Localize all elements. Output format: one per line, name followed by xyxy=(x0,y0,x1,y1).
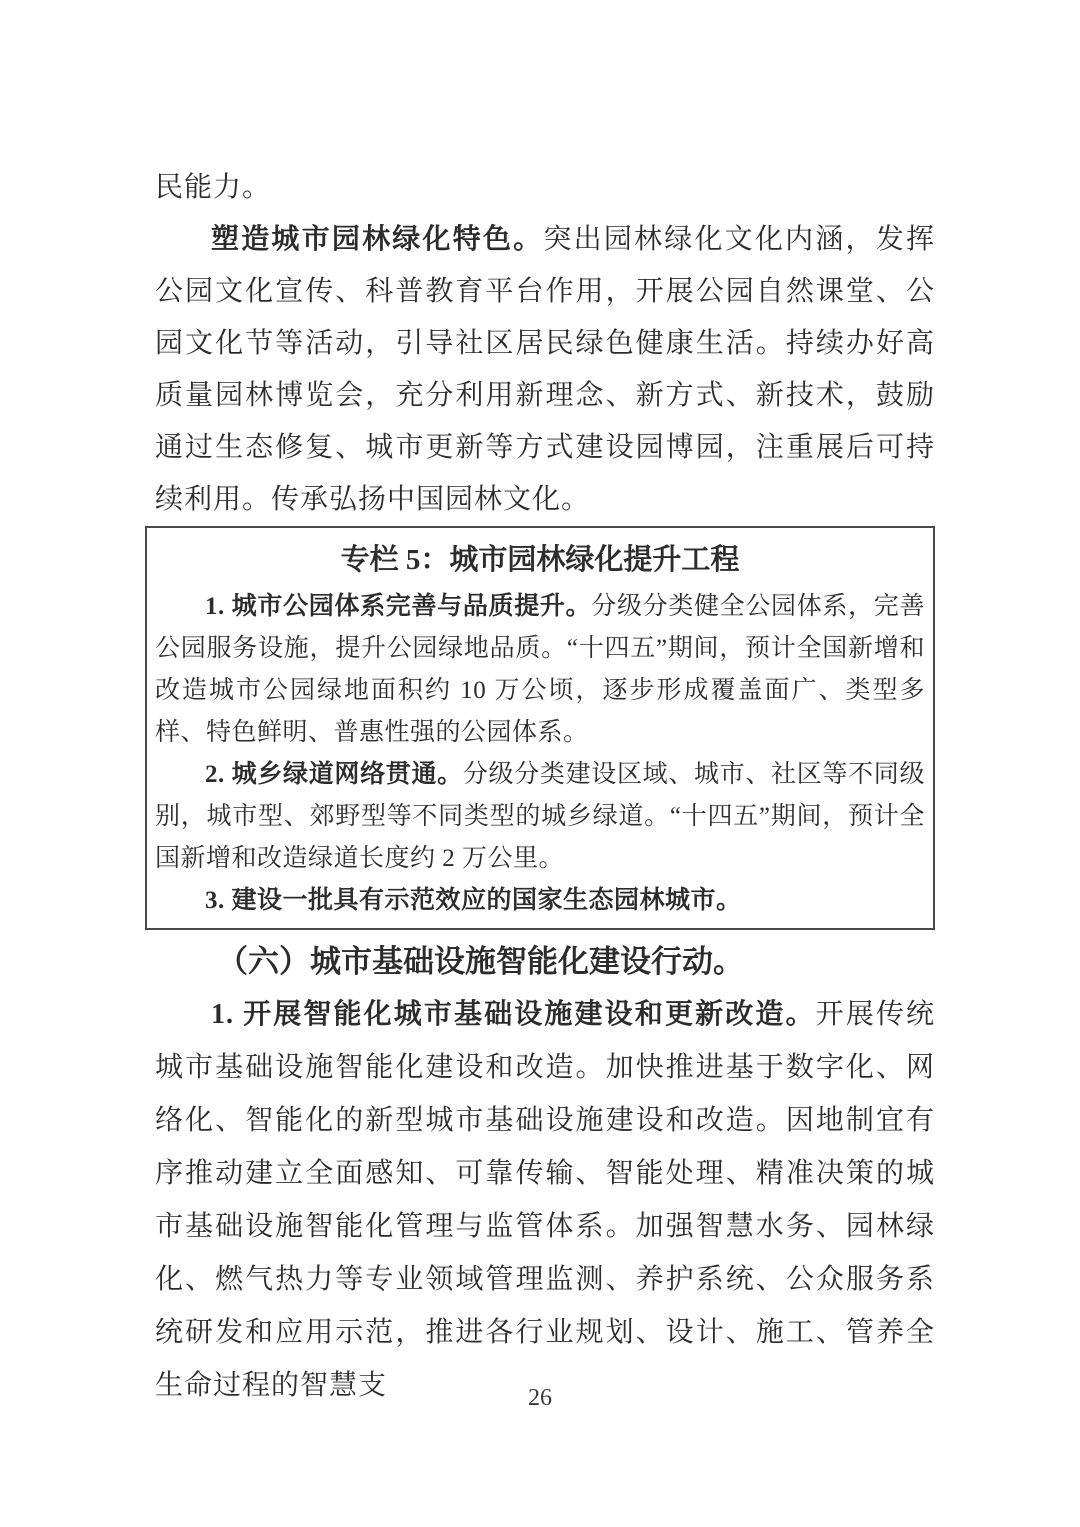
paragraph-lead-text: 塑造城市园林绿化特色。 xyxy=(211,224,544,255)
callout-item-2-text: 分级分类建设区域、城市、社区等不同级别，城市型、郊野型等不同类型的城乡绿道。“十四五”期间，预计全国新增和改造绿道长度约 2 万公里。 xyxy=(155,761,925,872)
paragraph-continuation-text: 民能力。 xyxy=(155,172,272,203)
paragraph-smart-infrastructure xyxy=(155,988,935,1412)
paragraph-body-text: 突出园林绿化文化内涵，发挥公园文化宣传、科普教育平台作用，开展公园自然课堂、公园文化节等活动，引导社区居民绿色健康生活。持续办好高质量园林博览会，充分利用新理念、新方式、新技术，鼓励通过生态修复、城市更新等方式建设园博园，注重展后可持续利用。传承弘扬中国园林文化。 xyxy=(155,224,935,515)
callout-title: 专栏 5：城市园林绿化提升工程 xyxy=(340,544,740,576)
callout-item-3 xyxy=(155,880,925,922)
callout-item-1-text: 分级分类健全公园体系，完善公园服务设施，提升公园绿地品质。“十四五”期间，预计全国新增和改造城市公园绿地面积约 10 万公顷，逐步形成覆盖面广、类型多样、特色鲜明、普惠性强的公园体系。 xyxy=(155,593,925,746)
section-heading-six: （六）城市基础设施智能化建设行动。 xyxy=(217,944,744,979)
callout-item-2-lead: 2. 城乡绿道网络贯通。 xyxy=(205,761,463,788)
callout-item-2 xyxy=(155,754,925,880)
callout-item-1 xyxy=(155,586,925,754)
paragraph-smart-text: 开展传统城市基础设施智能化建设和改造。加快推进基于数字化、网络化、智能化的新型城市基础设施建设和改造。因地制宜有序推动建立全面感知、可靠传输、智能处理、精准决策的城市基础设施智能化管理与监管体系。加强智慧水务、园林绿化、燃气热力等专业领域管理监测、养护系统、公众服务系统研发和应用示范，推进各行业规划、设计、施工、管养全生命过程的智慧支 xyxy=(155,999,935,1401)
callout-box-column-5 xyxy=(145,526,935,930)
callout-item-1-lead: 1. 城市公园体系完善与品质提升。 xyxy=(205,593,592,620)
paragraph-smart-lead: 1. 开展智能化城市基础设施建设和更新改造。 xyxy=(211,999,816,1030)
page-number: 26 xyxy=(528,1385,552,1411)
paragraph-continuation xyxy=(155,162,935,214)
text-column xyxy=(155,162,935,1412)
callout-item-3-lead: 3. 建设一批具有示范效应的国家生态园林城市。 xyxy=(205,887,742,914)
paragraph-landscape-features xyxy=(155,214,935,526)
